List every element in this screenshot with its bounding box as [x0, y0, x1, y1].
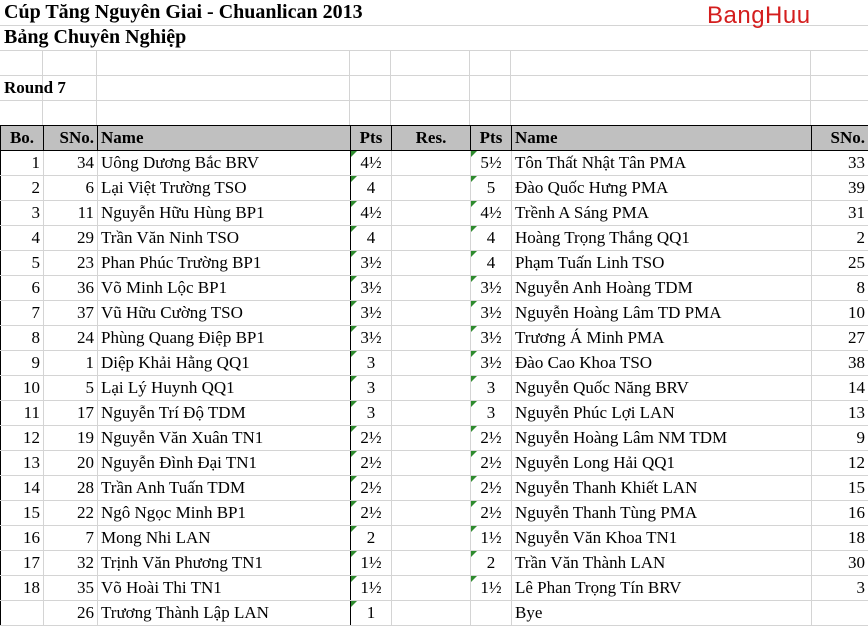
black-points: 3½	[471, 301, 512, 326]
black-player-name: Tôn Thất Nhật Tân PMA	[512, 151, 812, 176]
board-number: 4	[1, 226, 44, 251]
table-row	[1, 151, 868, 176]
black-start-number: 38	[812, 351, 868, 376]
white-player-name: Võ Minh Lộc BP1	[98, 276, 351, 301]
white-points: 2½	[351, 476, 392, 501]
black-start-number: 10	[812, 301, 868, 326]
black-points: 2½	[471, 476, 512, 501]
white-start-number: 28	[44, 476, 98, 501]
black-start-number: 27	[812, 326, 868, 351]
black-points: 2½	[471, 426, 512, 451]
black-start-number: 9	[812, 426, 868, 451]
board-number: 17	[1, 551, 44, 576]
black-points: 4	[471, 251, 512, 276]
white-points: 4½	[351, 151, 392, 176]
board-number: 8	[1, 326, 44, 351]
table-row	[1, 301, 868, 326]
white-points: 2	[351, 526, 392, 551]
white-start-number: 17	[44, 401, 98, 426]
header-sno-black: SNo.	[812, 126, 868, 151]
black-player-name: Nguyễn Hoàng Lâm TD PMA	[512, 301, 812, 326]
section-title: Bảng Chuyên Nghiệp	[4, 26, 187, 48]
black-start-number: 15	[812, 476, 868, 501]
white-points: 2½	[351, 501, 392, 526]
white-start-number: 24	[44, 326, 98, 351]
result-cell	[392, 226, 471, 251]
white-start-number: 35	[44, 576, 98, 601]
result-cell	[392, 376, 471, 401]
black-points: 3½	[471, 351, 512, 376]
black-player-name: Nguyễn Văn Khoa TN1	[512, 526, 812, 551]
result-cell	[392, 526, 471, 551]
white-points: 3½	[351, 251, 392, 276]
black-start-number	[812, 601, 868, 626]
black-player-name: Trương Á Minh PMA	[512, 326, 812, 351]
board-number: 15	[1, 501, 44, 526]
table-row	[1, 226, 868, 251]
black-start-number: 14	[812, 376, 868, 401]
black-start-number: 31	[812, 201, 868, 226]
table-row	[1, 251, 868, 276]
black-points: 3	[471, 401, 512, 426]
black-start-number: 2	[812, 226, 868, 251]
table-row	[1, 326, 868, 351]
black-player-name: Trần Văn Thành LAN	[512, 551, 812, 576]
white-player-name: Võ Hoài Thi TN1	[98, 576, 351, 601]
black-player-name: Đào Cao Khoa TSO	[512, 351, 812, 376]
header-pts-white: Pts	[351, 126, 392, 151]
white-start-number: 11	[44, 201, 98, 226]
white-start-number: 7	[44, 526, 98, 551]
black-start-number: 30	[812, 551, 868, 576]
white-points: 1½	[351, 551, 392, 576]
black-player-name: Trềnh A Sáng PMA	[512, 201, 812, 226]
result-cell	[392, 151, 471, 176]
round-label: Round 7	[4, 78, 66, 97]
white-player-name: Trịnh Văn Phương TN1	[98, 551, 351, 576]
black-player-name: Nguyễn Phúc Lợi LAN	[512, 401, 812, 426]
pairings-table	[0, 125, 868, 626]
black-start-number: 8	[812, 276, 868, 301]
board-number: 16	[1, 526, 44, 551]
white-start-number: 32	[44, 551, 98, 576]
white-player-name: Mong Nhi LAN	[98, 526, 351, 551]
header-sno-white: SNo.	[44, 126, 98, 151]
black-points: 4	[471, 226, 512, 251]
white-player-name: Diệp Khải Hằng QQ1	[98, 351, 351, 376]
white-player-name: Nguyễn Đình Đại TN1	[98, 451, 351, 476]
white-player-name: Vũ Hữu Cường TSO	[98, 301, 351, 326]
white-start-number: 36	[44, 276, 98, 301]
table-row	[1, 526, 868, 551]
board-number: 5	[1, 251, 44, 276]
white-player-name: Trần Văn Ninh TSO	[98, 226, 351, 251]
result-cell	[392, 301, 471, 326]
header-name-white: Name	[98, 126, 351, 151]
table-row	[1, 401, 868, 426]
header-name-black: Name	[512, 126, 812, 151]
black-start-number: 12	[812, 451, 868, 476]
white-player-name: Nguyễn Trí Độ TDM	[98, 401, 351, 426]
white-points: 3	[351, 351, 392, 376]
table-row	[1, 426, 868, 451]
white-player-name: Trương Thành Lập LAN	[98, 601, 351, 626]
white-start-number: 23	[44, 251, 98, 276]
board-number: 3	[1, 201, 44, 226]
black-player-name: Nguyễn Quốc Năng BRV	[512, 376, 812, 401]
board-number: 18	[1, 576, 44, 601]
table-row	[1, 551, 868, 576]
white-points: 1½	[351, 576, 392, 601]
result-cell	[392, 251, 471, 276]
black-points: 3	[471, 376, 512, 401]
white-points: 4½	[351, 201, 392, 226]
black-player-name: Đào Quốc Hưng PMA	[512, 176, 812, 201]
table-row	[1, 276, 868, 301]
result-cell	[392, 501, 471, 526]
white-player-name: Uông Dương Bắc BRV	[98, 151, 351, 176]
black-start-number: 25	[812, 251, 868, 276]
black-player-name: Nguyễn Hoàng Lâm NM TDM	[512, 426, 812, 451]
white-start-number: 37	[44, 301, 98, 326]
white-points: 4	[351, 176, 392, 201]
black-points: 3½	[471, 276, 512, 301]
table-row	[1, 576, 868, 601]
board-number: 10	[1, 376, 44, 401]
board-number: 11	[1, 401, 44, 426]
black-points: 4½	[471, 201, 512, 226]
white-player-name: Lại Lý Huynh QQ1	[98, 376, 351, 401]
table-row	[1, 601, 868, 626]
white-points: 2½	[351, 426, 392, 451]
black-points: 5½	[471, 151, 512, 176]
board-number: 6	[1, 276, 44, 301]
board-number: 14	[1, 476, 44, 501]
black-start-number: 18	[812, 526, 868, 551]
white-start-number: 19	[44, 426, 98, 451]
white-start-number: 5	[44, 376, 98, 401]
white-start-number: 26	[44, 601, 98, 626]
result-cell	[392, 426, 471, 451]
result-cell	[392, 401, 471, 426]
table-header-row	[1, 126, 868, 151]
black-points: 5	[471, 176, 512, 201]
result-cell	[392, 476, 471, 501]
white-points: 3½	[351, 301, 392, 326]
white-start-number: 29	[44, 226, 98, 251]
board-number	[1, 601, 44, 626]
table-row	[1, 176, 868, 201]
board-number: 13	[1, 451, 44, 476]
table-row	[1, 351, 868, 376]
black-player-name: Nguyễn Thanh Tùng PMA	[512, 501, 812, 526]
result-cell	[392, 201, 471, 226]
black-points: 1½	[471, 526, 512, 551]
white-points: 3½	[351, 276, 392, 301]
white-points: 2½	[351, 451, 392, 476]
white-start-number: 1	[44, 351, 98, 376]
table-row	[1, 476, 868, 501]
white-points: 3	[351, 401, 392, 426]
board-number: 12	[1, 426, 44, 451]
black-points: 2½	[471, 501, 512, 526]
header-result: Res.	[392, 126, 471, 151]
white-points: 1	[351, 601, 392, 626]
white-player-name: Lại Việt Trường TSO	[98, 176, 351, 201]
board-number: 9	[1, 351, 44, 376]
white-start-number: 20	[44, 451, 98, 476]
banghuu-logo: BangHuu	[707, 2, 811, 29]
header-board: Bo.	[1, 126, 44, 151]
black-points: 1½	[471, 576, 512, 601]
white-player-name: Nguyễn Văn Xuân TN1	[98, 426, 351, 451]
white-points: 3½	[351, 326, 392, 351]
white-start-number: 22	[44, 501, 98, 526]
white-player-name: Phùng Quang Điệp BP1	[98, 326, 351, 351]
result-cell	[392, 601, 471, 626]
table-row	[1, 501, 868, 526]
white-start-number: 34	[44, 151, 98, 176]
result-cell	[392, 176, 471, 201]
black-player-name: Hoàng Trọng Thắng QQ1	[512, 226, 812, 251]
board-number: 2	[1, 176, 44, 201]
tournament-title: Cúp Tăng Nguyên Giai - Chuanlican 2013	[4, 1, 363, 23]
black-player-name: Phạm Tuấn Linh TSO	[512, 251, 812, 276]
result-cell	[392, 276, 471, 301]
black-start-number: 39	[812, 176, 868, 201]
result-cell	[392, 351, 471, 376]
white-start-number: 6	[44, 176, 98, 201]
header-pts-black: Pts	[471, 126, 512, 151]
white-player-name: Phan Phúc Trường BP1	[98, 251, 351, 276]
table-row	[1, 451, 868, 476]
black-start-number: 13	[812, 401, 868, 426]
black-start-number: 16	[812, 501, 868, 526]
result-cell	[392, 451, 471, 476]
result-cell	[392, 576, 471, 601]
white-player-name: Trần Anh Tuấn TDM	[98, 476, 351, 501]
table-row	[1, 201, 868, 226]
black-points: 2	[471, 551, 512, 576]
white-player-name: Ngô Ngọc Minh BP1	[98, 501, 351, 526]
black-start-number: 3	[812, 576, 868, 601]
white-player-name: Nguyễn Hữu Hùng BP1	[98, 201, 351, 226]
black-points: 3½	[471, 326, 512, 351]
black-points	[471, 601, 512, 626]
black-player-name: Nguyễn Anh Hoàng TDM	[512, 276, 812, 301]
table-row	[1, 376, 868, 401]
black-player-name: Lê Phan Trọng Tín BRV	[512, 576, 812, 601]
board-number: 1	[1, 151, 44, 176]
white-points: 4	[351, 226, 392, 251]
white-points: 3	[351, 376, 392, 401]
result-cell	[392, 326, 471, 351]
result-cell	[392, 551, 471, 576]
black-player-name: Bye	[512, 601, 812, 626]
black-start-number: 33	[812, 151, 868, 176]
board-number: 7	[1, 301, 44, 326]
black-points: 2½	[471, 451, 512, 476]
black-player-name: Nguyễn Long Hải QQ1	[512, 451, 812, 476]
black-player-name: Nguyễn Thanh Khiết LAN	[512, 476, 812, 501]
